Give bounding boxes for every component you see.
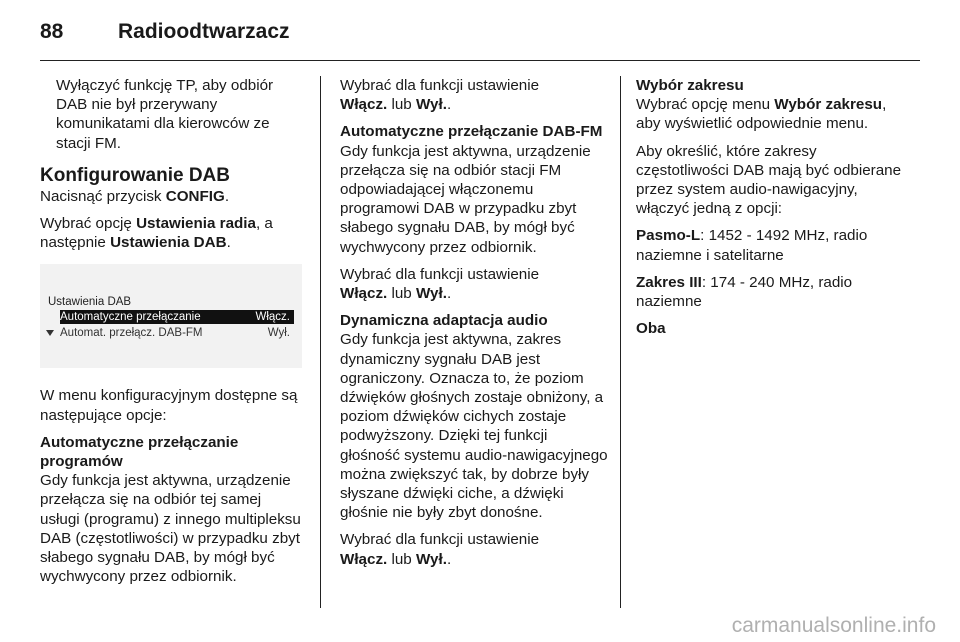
column-1 <box>40 76 302 594</box>
setting-instruction: Wybrać dla funkcji ustawienie Włącz. lub Wył.. <box>340 77 540 114</box>
subheading-dab-fm: Automatyczne przełączanie DAB-FM <box>340 123 603 141</box>
intro-paragraph: Wyłączyć funkcję TP, aby odbiór DAB nie był przerywany komunikatami dla kierowców ze stacji FM. <box>56 77 274 152</box>
screen-row-auto-switch: Automatyczne przełączanie Włącz. <box>60 310 294 324</box>
page-title: Radioodtwarzacz <box>118 20 290 43</box>
subheading-dynamic-audio: Dynamiczna adaptacja audio <box>340 312 548 330</box>
config-instruction: Nacisnąć przycisk CONFIG. <box>40 187 230 205</box>
column-divider <box>320 76 321 608</box>
header-rule <box>40 60 920 61</box>
band-description: Aby określić, które zakresy częstotliwości DAB mają być odbierane przez system audio-nawigacyjny, włączyć jedną z opcji: <box>636 142 902 218</box>
program-switch-text: Gdy funkcja jest aktywna, urządzenie przełącza się na odbiór tej samej usługi (programu) z innego multipleksu DAB (częstotliwości) w przypadku zbyt słabego sygnału DAB, by mógł być wychwycony przez odbiornik. <box>40 472 301 586</box>
dynamic-audio-text: Gdy funkcja jest aktywna, zakres dynamiczny sygnału DAB jest ograniczony. Oznacza to, że poziom dźwięków głośnych zostaje obniżony, a poziom dźwięków cichych zostaje podwyższony. Dzięki tej funkcji głośność systemu audio-nawigacyjnego można zwiększyć tak, by dobrze były słyszane dźwięki ciche, a dźwięki głośnie nie były zbyt donośne. <box>340 331 608 522</box>
config-keyword: CONFIG <box>165 187 225 205</box>
menu-instruction: Wybrać opcję Ustawienia radia, a następnie Ustawienia DAB. <box>40 215 273 252</box>
options-intro: W menu konfiguracyjnym dostępne są następujące opcje: <box>40 387 298 424</box>
watermark: carmanualsonline.info <box>731 614 936 637</box>
band-menu-instruction: Wybrać opcję menu Wybór zakresu, aby wyświetlić odpowiednie menu. <box>636 96 887 133</box>
dab-fm-text: Gdy funkcja jest aktywna, urządzenie przełącza się na odbiór stacji FM odpowiadającej włączonemu programowi DAB w przypadku zbyt słabego sygnału DAB, by mógł być wychwycony przez odbiornik. <box>340 142 591 256</box>
dab-settings-screenshot <box>40 264 302 368</box>
option-band-iii: Zakres III: 174 - 240 MHz, radio naziemne <box>636 273 853 311</box>
option-both: Oba <box>636 320 666 338</box>
page-header <box>40 20 920 50</box>
column-divider <box>620 76 621 608</box>
page-number: 88 <box>40 20 64 43</box>
section-heading: Konfigurowanie DAB <box>40 164 230 186</box>
subheading-band-selection: Wybór zakresu <box>636 77 744 94</box>
column-2 <box>340 76 608 577</box>
subheading-program-switch: Automatyczne przełączanie programów <box>40 433 239 471</box>
setting-instruction: Wybrać dla funkcji ustawienie Włącz. lub Wył.. <box>340 531 540 568</box>
column-3 <box>636 76 906 346</box>
down-arrow-icon <box>46 330 54 336</box>
screen-row-dab-fm: Automat. przełącz. DAB-FM Wył. <box>60 327 290 340</box>
option-l-band: Pasmo-L: 1452 - 1492 MHz, radio naziemne i satelitarne <box>636 227 868 264</box>
setting-instruction: Wybrać dla funkcji ustawienie Włącz. lub Wył.. <box>340 265 540 303</box>
screen-title: Ustawienia DAB <box>48 296 132 309</box>
